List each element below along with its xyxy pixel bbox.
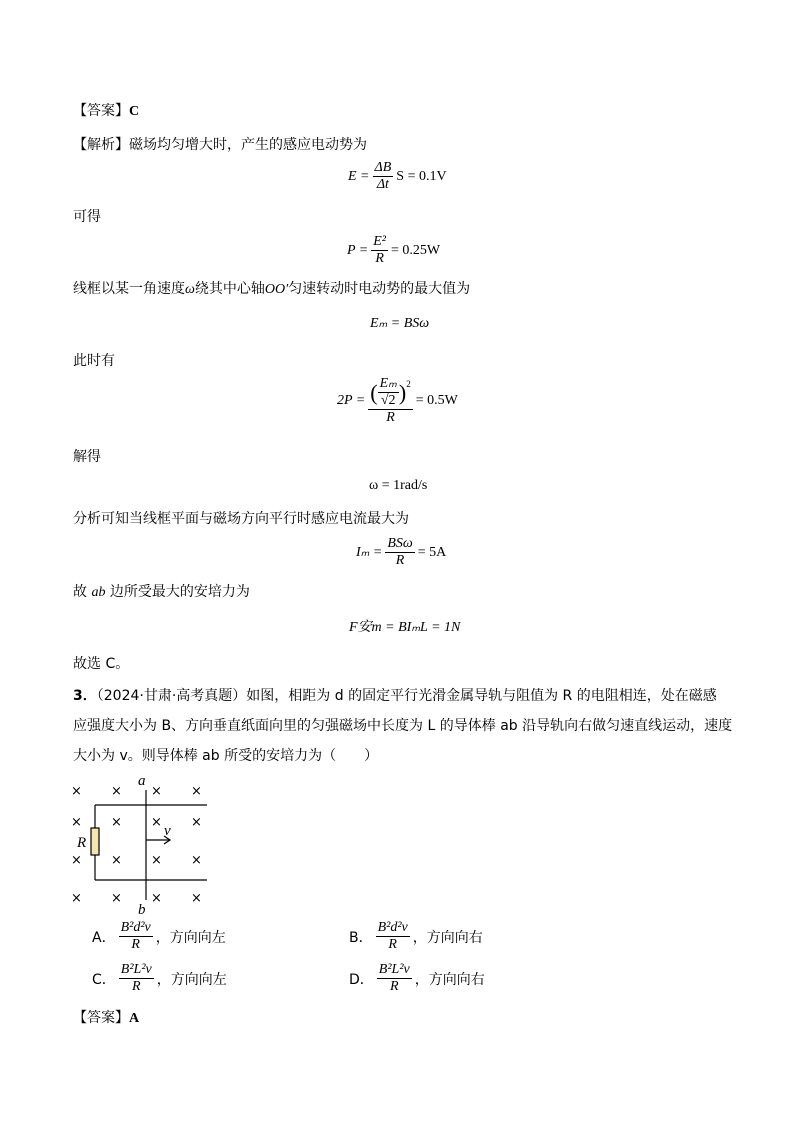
answer-value: A [129, 1011, 140, 1026]
step-text: 线框以某一角速度ω绕其中心轴OO′匀速转动时电动势的最大值为 [73, 281, 471, 297]
option-b[interactable]: B． $\frac{\text{B²d²v}}{R}$ ，方向向右 [349, 920, 483, 952]
field-cross: × [71, 853, 82, 868]
field-cross: × [151, 891, 162, 906]
equation-current: Iₘ = $\frac{\text{BSω}}{R}$ = 5A [356, 536, 447, 568]
field-cross: × [191, 784, 202, 799]
answer-value: C [129, 104, 140, 119]
analysis-intro: 【解析】磁场均匀增大时，产生的感应电动势为 [73, 137, 367, 153]
field-cross: × [71, 784, 82, 799]
question-line-3: 大小为 v。则导体棒 ab 所受的安培力为（ ） [73, 748, 379, 764]
step-text: 解得 [73, 449, 101, 465]
circuit-figure [66, 770, 216, 916]
equation-omega: ω = 1rad/s [369, 478, 428, 493]
analysis-label: 【解析】 [73, 137, 129, 153]
equation-emf: E = $\frac{\Delta B}{\Delta t}$ S = 0.1V [348, 160, 447, 192]
equation-double-power: 2P = ( $\frac{\text{Eₘ}}{√2}$ ) $^2$ R = 0.5W [337, 376, 458, 425]
field-cross: × [111, 784, 122, 799]
label-a: a [138, 773, 146, 789]
answer-label: 【答案】 [73, 1010, 129, 1026]
field-cross: × [111, 891, 122, 906]
answer-line [73, 101, 139, 122]
field-cross: × [71, 815, 82, 830]
field-cross: × [111, 815, 122, 830]
field-cross: × [151, 853, 162, 868]
field-cross: × [71, 891, 82, 906]
step-text: 可得 [73, 209, 101, 225]
label-v: v [164, 823, 171, 839]
field-cross: × [191, 891, 202, 906]
step-text: 故 ab 边所受最大的安培力为 [73, 584, 250, 600]
field-cross: × [191, 853, 202, 868]
option-a[interactable]: A． $\frac{\text{B²d²v}}{R}$ ，方向向左 [92, 920, 226, 952]
answer-line [73, 1008, 139, 1029]
label-r: R [77, 835, 87, 851]
answer-label: 【答案】 [73, 103, 129, 119]
field-cross: × [151, 815, 162, 830]
equation-force: F安m = BIₘL = 1N [349, 620, 461, 635]
conclusion: 故选 C。 [73, 656, 130, 672]
option-c[interactable]: C． $\frac{\text{B²L²v}}{R}$ ，方向向左 [92, 962, 227, 994]
equation-emax: Eₘ = BSω [370, 316, 430, 331]
field-cross: × [111, 853, 122, 868]
question-line-2: 应强度大小为 B、方向垂直纸面向里的匀强磁场中长度为 L 的导体棒 ab 沿导轨向右做匀速直线运动，速度 [73, 718, 733, 734]
field-cross: × [151, 784, 162, 799]
question-line-1: 3．（2024·甘肃·高考真题）如图，相距为 d 的固定平行光滑金属导轨与阻值为 R 的电阻相连，处在磁感 [73, 688, 717, 704]
field-cross: × [191, 815, 202, 830]
step-text: 分析可知当线框平面与磁场方向平行时感应电流最大为 [73, 511, 409, 527]
label-b: b [138, 902, 146, 916]
step-text: 此时有 [73, 353, 115, 369]
option-d[interactable]: D． $\frac{\text{B²L²v}}{R}$ ，方向向右 [349, 962, 485, 994]
equation-power: P = $\frac{\text{E²}}{R}$ = 0.25W [347, 234, 441, 266]
